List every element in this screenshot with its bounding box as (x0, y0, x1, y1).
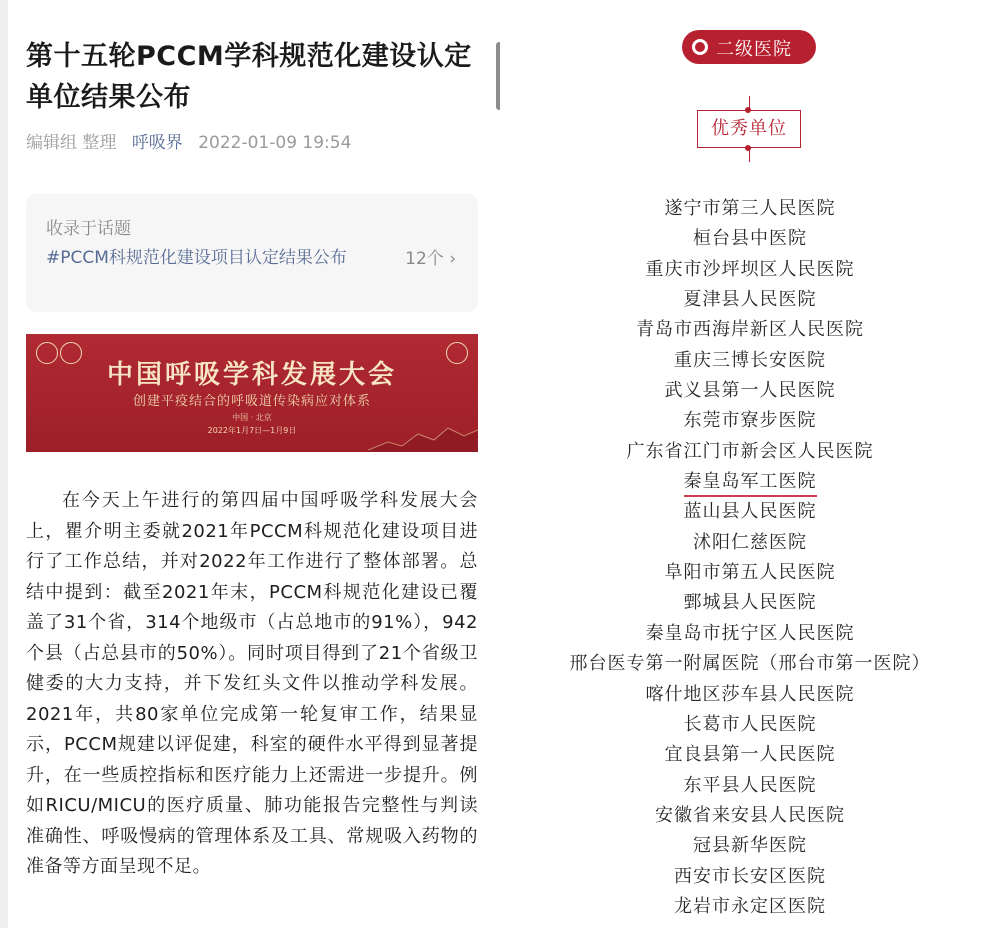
hospital-item (500, 862, 1000, 892)
hospital-item (500, 467, 1000, 497)
award-dot-bottom (745, 145, 751, 151)
conference-banner-image (26, 334, 478, 452)
hospital-name: 阜阳市第五人民医院 (664, 562, 836, 584)
article-meta (26, 128, 351, 153)
hospital-item (500, 255, 1000, 285)
level-label: 二级医院 (716, 39, 792, 60)
award-dot-top (745, 107, 751, 113)
hospital-item (500, 224, 1000, 254)
hospital-item (500, 619, 1000, 649)
hospital-item (500, 558, 1000, 588)
hospital-item (500, 497, 1000, 527)
hospital-item (500, 194, 1000, 224)
article-author: 编辑组 整理 (26, 133, 117, 153)
hospital-name: 广东省江门市新会区人民医院 (626, 440, 874, 462)
publish-datetime: 2022-01-09 19:54 (198, 133, 352, 153)
hospital-name: 夏津县人民医院 (683, 289, 817, 311)
hospital-name: 东莞市寮步医院 (683, 410, 817, 432)
great-wall-decoration-icon (368, 420, 478, 452)
left-edge (0, 0, 8, 928)
hospital-name: 青岛市西海岸新区人民医院 (636, 319, 864, 341)
level-badge (682, 30, 816, 64)
banner-subtitle: 创建平疫结合的呼吸道传染病应对体系 (132, 394, 371, 409)
hospital-name: 重庆市沙坪坝区人民医院 (645, 258, 855, 280)
hospital-name: 西安市长安区医院 (674, 865, 826, 887)
hospital-name: 秦皇岛军工医院 (684, 471, 817, 497)
hospital-item (500, 892, 1000, 922)
topic-count[interactable]: 12个 › (405, 249, 456, 269)
hospital-name: 龙岩市永定区医院 (674, 895, 826, 917)
hospital-item (500, 801, 1000, 831)
target-icon (692, 39, 708, 55)
hospital-name: 宜良县第一人民医院 (664, 744, 836, 766)
hospital-name: 沭阳仁慈医院 (693, 531, 807, 553)
banner-title: 中国呼吸学科发展大会 (106, 360, 397, 390)
hospital-item (500, 376, 1000, 406)
hospital-name: 秦皇岛市抚宁区人民医院 (645, 622, 855, 644)
hospital-item (500, 680, 1000, 710)
hospital-item (500, 315, 1000, 345)
hospital-item (500, 528, 1000, 558)
hospital-item (500, 588, 1000, 618)
award-connector-top (749, 96, 750, 108)
award-connector-bottom (749, 150, 750, 162)
results-panel (500, 0, 1000, 928)
article-body: 在今天上午进行的第四届中国呼吸学科发展大会上，瞿介明主委就2021年PCCM科规范化建设项目进行了工作总结，并对2022年工作进行了整体部署。总结中提到：截至2021年末，PCCM科规范化建设已覆盖了31个省，314个地级市（占总地市的91%），942个县（占总县市的50%）。同时项目得到了21个省级卫健委的大力支持，并下发红头文件以推动学科发展。2021年，共80家单位完成第一轮复审工作，结果显示，PCCM规建以评促建，科室的硬件水平得到显著提升，在一些质控指标和医疗能力上还需进一步提升。例如RICU/MICU的医疗质量、肺功能报告完整性与判读准确性、呼吸慢病的管理体系及工具、常规吸入药物的准备等方面呈现不足。 (26, 490, 478, 877)
article-panel (8, 0, 500, 928)
hospital-name: 喀什地区莎车县人民医院 (645, 683, 855, 705)
topic-card[interactable] (26, 194, 478, 312)
hospital-name: 遂宁市第三人民医院 (664, 198, 836, 219)
topic-link[interactable]: #PCCM科规范化建设项目认定结果公布 (46, 248, 347, 268)
hospital-item (500, 437, 1000, 467)
hospital-item (500, 740, 1000, 770)
hospital-item (500, 771, 1000, 801)
hospital-name: 鄄城县人民医院 (683, 592, 817, 614)
hospital-item (500, 285, 1000, 315)
award-label: 优秀单位 (711, 118, 787, 139)
banner-place: 中国 · 北京 (232, 413, 272, 422)
account-link[interactable]: 呼吸界 (131, 133, 183, 153)
hospital-name: 东平县人民医院 (683, 774, 817, 796)
hospital-name: 蓝山县人民医院 (683, 501, 817, 523)
hospital-item (500, 710, 1000, 740)
article-title: 第十五轮PCCM学科规范化建设认定单位结果公布 (26, 41, 472, 113)
hospital-item (500, 649, 1000, 679)
hospital-name: 武义县第一人民医院 (664, 380, 836, 402)
hospital-list (500, 194, 1000, 922)
hospital-item (500, 346, 1000, 376)
hospital-name: 邢台医专第一附属医院（邢台市第一医院） (569, 653, 931, 675)
hospital-name: 桓台县中医院 (693, 228, 807, 250)
hospital-item (500, 406, 1000, 436)
award-heading (697, 110, 801, 148)
hospital-name: 重庆三博长安医院 (674, 349, 826, 371)
hospital-name: 冠县新华医院 (693, 835, 807, 857)
hospital-name: 安徽省来安县人民医院 (655, 804, 845, 826)
hospital-item (500, 831, 1000, 861)
topic-caption: 收录于话题 (46, 219, 131, 239)
hospital-name: 长葛市人民医院 (683, 713, 817, 735)
banner-date: 2022年1月7日—1月9日 (207, 426, 297, 435)
